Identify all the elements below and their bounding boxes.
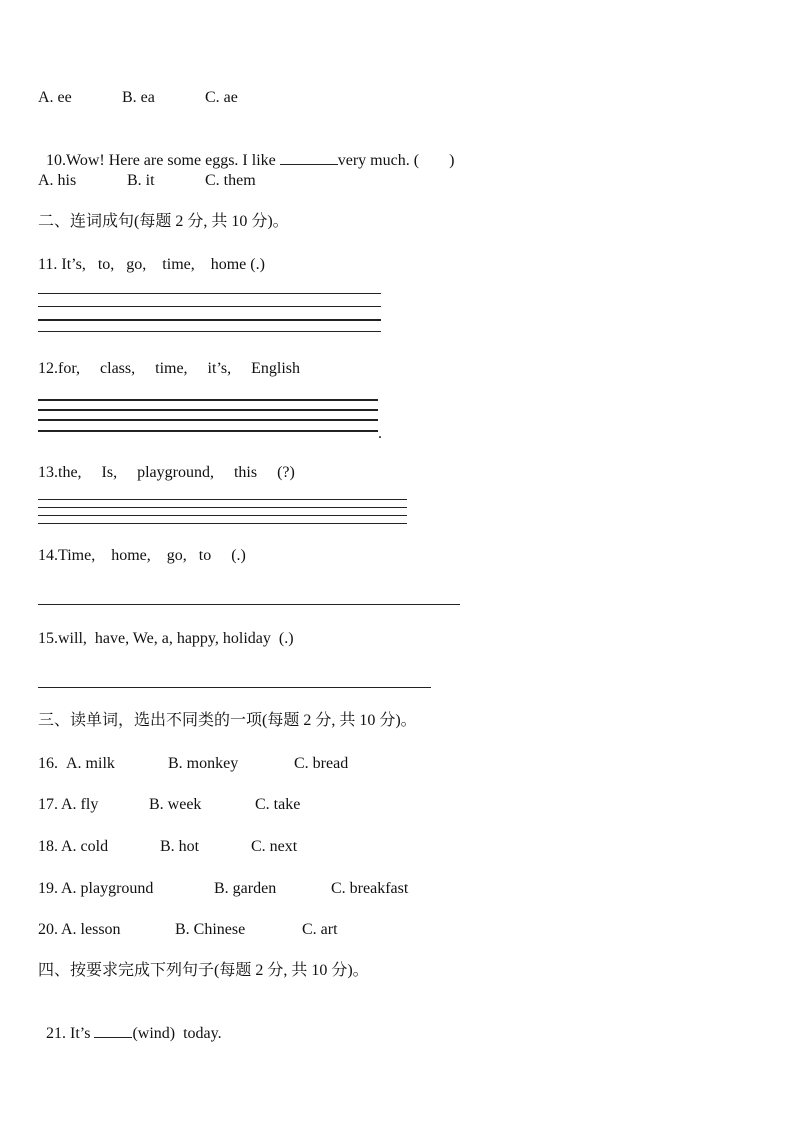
q19-option-c: C. breakfast: [331, 880, 409, 897]
q12-answer-line-1[interactable]: [38, 399, 378, 401]
q17-option-b: B. week: [149, 796, 202, 813]
q10-paren-close: ): [449, 152, 455, 169]
q10-blank[interactable]: [280, 150, 338, 165]
q18-number: 18.: [38, 838, 58, 855]
question-14: 14.Time, home, go, to (.): [38, 547, 246, 564]
q9-option-a: A. ee: [38, 89, 72, 106]
q18-option-b: B. hot: [160, 838, 200, 855]
q11-answer-line-1[interactable]: [38, 293, 381, 294]
q12-answer-line-3[interactable]: [38, 419, 378, 421]
q20-option-c: C. art: [302, 921, 338, 938]
q10-suffix: very much. (: [337, 152, 420, 169]
q11-answer-line-4[interactable]: [38, 331, 381, 332]
q16-option-c: C. bread: [294, 755, 349, 772]
q11-answer-line-2[interactable]: [38, 306, 381, 307]
q13-answer-line-2[interactable]: [38, 507, 407, 508]
section-4-title: 四、按要求完成下列句子(每题 2 分, 共 10 分)。: [38, 962, 369, 979]
q9-option-b: B. ea: [122, 89, 155, 106]
question-11: 11. It’s, to, go, time, home (.): [38, 256, 265, 273]
q14-answer-line[interactable]: [38, 604, 460, 605]
section-3-title: 三、读单词，选出不同类的一项(每题 2 分, 共 10 分)。: [38, 712, 417, 729]
question-10: [38, 130, 454, 171]
q10-prefix: 10.Wow! Here are some eggs. I like: [46, 152, 280, 169]
q12-answer-line-2[interactable]: [38, 409, 378, 411]
q19-number: 19.: [38, 880, 58, 897]
q20-option-b: B. Chinese: [175, 921, 246, 938]
question-13: 13.the, Is, playground, this (?): [38, 464, 295, 481]
q20-option-a: A. lesson: [61, 921, 121, 938]
q21-suffix: (wind) today.: [132, 1025, 222, 1042]
q19-option-b: B. garden: [214, 880, 277, 897]
q18-option-c: C. next: [251, 838, 298, 855]
q18-option-a: A. cold: [61, 838, 109, 855]
q13-answer-line-1[interactable]: [38, 499, 407, 500]
q12-end-mark: .: [378, 425, 382, 442]
question-12: 12.for, class, time, it’s, English: [38, 360, 301, 377]
q17-option-a: A. fly: [61, 796, 99, 813]
q15-answer-line[interactable]: [38, 687, 431, 688]
q19-option-a: A. playground: [61, 880, 154, 897]
q16-option-a: A. milk: [66, 755, 115, 772]
q13-answer-line-3[interactable]: [38, 515, 407, 516]
q9-option-c: C. ae: [205, 89, 238, 106]
q10-option-a: A. his: [38, 172, 77, 189]
q21-blank[interactable]: [94, 1023, 132, 1038]
q17-option-c: C. take: [255, 796, 301, 813]
q13-answer-line-4[interactable]: [38, 523, 407, 524]
q17-number: 17.: [38, 796, 58, 813]
q11-answer-line-3[interactable]: [38, 319, 381, 321]
q12-answer-line-4[interactable]: [38, 430, 378, 432]
q10-option-b: B. it: [127, 172, 155, 189]
question-21: [38, 1003, 222, 1044]
q20-number: 20.: [38, 921, 58, 938]
q10-option-c: C. them: [205, 172, 256, 189]
q16-number: 16.: [38, 755, 58, 772]
section-2-title: 二、连词成句(每题 2 分, 共 10 分)。: [38, 213, 289, 230]
q21-prefix: 21. It’s: [46, 1025, 95, 1042]
question-15: 15.will, have, We, a, happy, holiday (.): [38, 630, 294, 647]
q16-option-b: B. monkey: [168, 755, 239, 772]
